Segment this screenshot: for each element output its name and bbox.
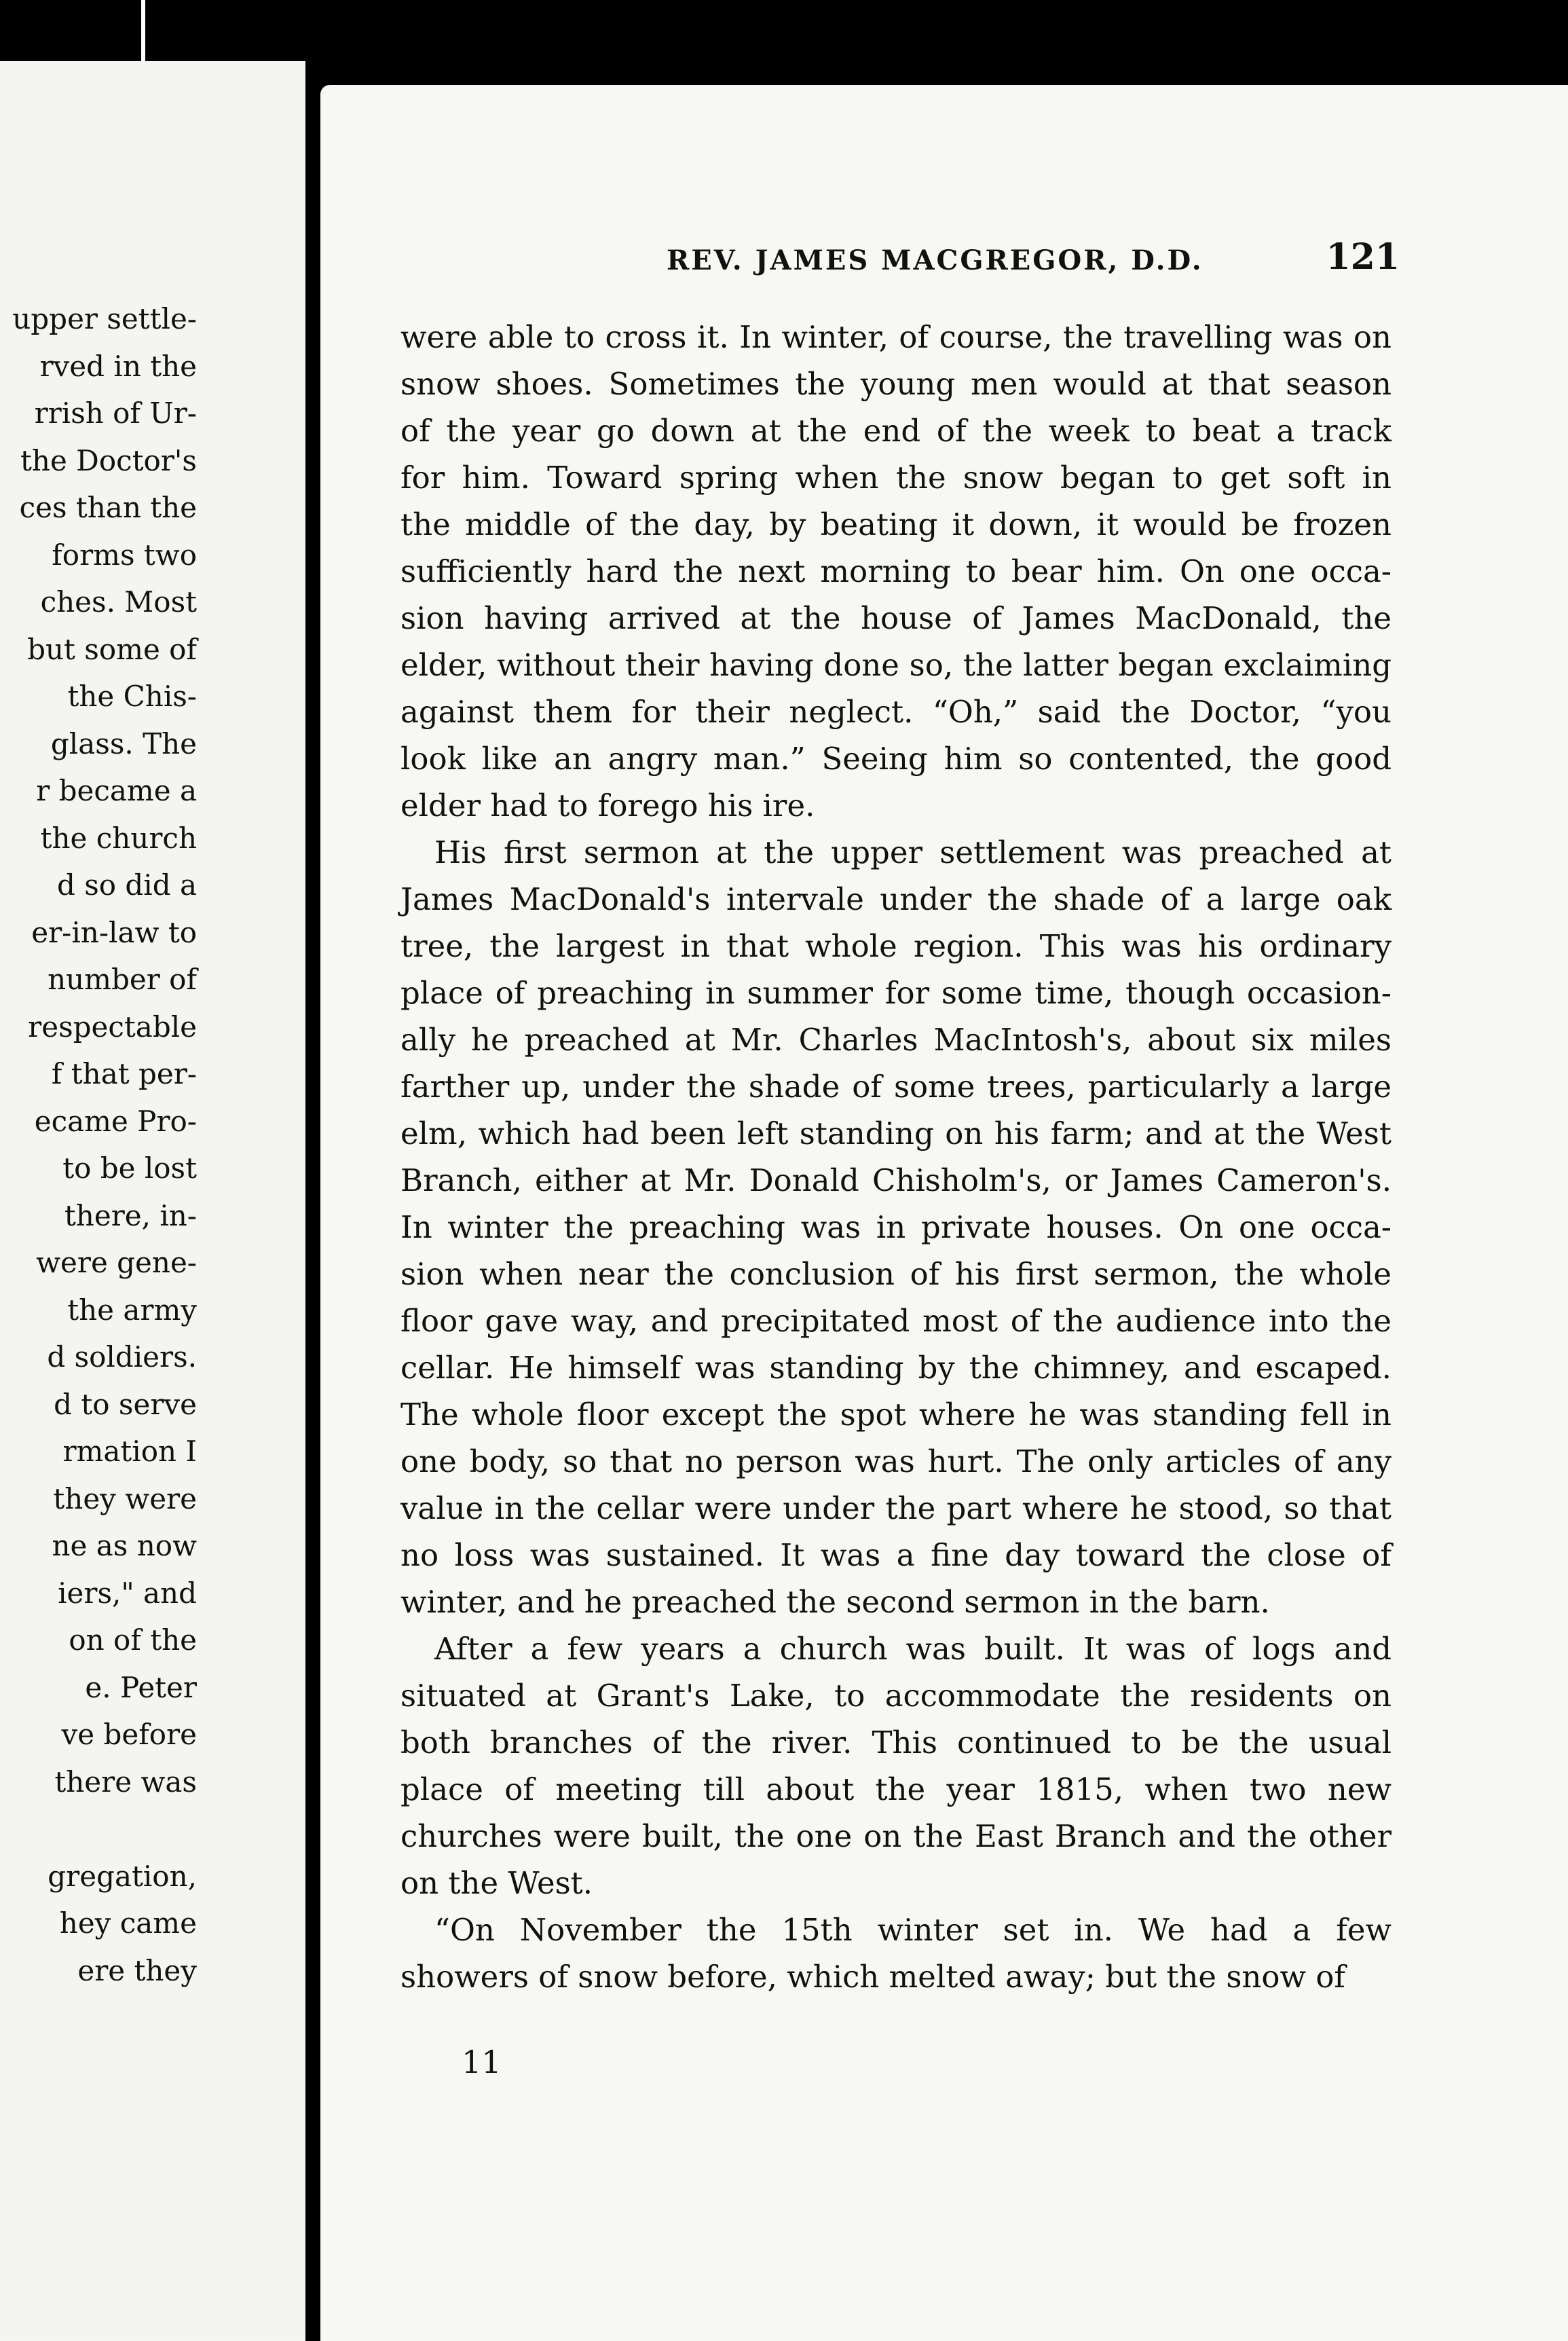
text-line: sion having arrived at the house of James MacDonald, the [400, 600, 1392, 636]
text-line: ally he preached at Mr. Charles MacIntosh's, about six miles [400, 1022, 1392, 1058]
facing-page-line-text: forms two [52, 538, 197, 572]
facing-page-line [0, 1947, 299, 1995]
facing-page-line [0, 1475, 299, 1523]
facing-page-line-text: the Chis- [67, 680, 197, 713]
facing-page-line-text: upper settle- [12, 302, 197, 335]
text-line: place of preaching in summer for some time, though occasion- [400, 975, 1392, 1011]
facing-page-line-text: rrish of Ur- [34, 397, 197, 430]
text-line: both branches of the river. This continued to be the usual [400, 1725, 1392, 1761]
paragraph [400, 829, 1392, 1625]
text-line: place of meeting till about the year 1815, when two new [400, 1771, 1392, 1807]
facing-page-line-text: d so did a [56, 868, 197, 902]
facing-page-line [0, 909, 299, 957]
facing-page-line-text: ches. Most [40, 585, 197, 619]
facing-page-line [0, 1664, 299, 1712]
text-line: Branch, either at Mr. Donald Chisholm's, or James Cameron's. [400, 1162, 1392, 1198]
facing-page-line [0, 720, 299, 768]
page-number: 121 [1326, 236, 1400, 278]
facing-page-line-text: ne as now [52, 1529, 197, 1562]
facing-page-line-text: ere they [77, 1953, 197, 1987]
text-line: tree, the largest in that whole region. This was his ordinary [400, 928, 1392, 964]
film-edge-mark [141, 0, 145, 64]
signature-mark: 11 [462, 2044, 502, 2080]
facing-page-line [0, 343, 299, 390]
facing-page-line-text: there was [54, 1765, 197, 1799]
facing-page-line [0, 1522, 299, 1570]
facing-page-line [0, 862, 299, 909]
facing-page [0, 61, 305, 2341]
facing-page-line-text: e. Peter [85, 1670, 197, 1704]
facing-page-line-text: number of [48, 963, 197, 996]
text-line: sion when near the conclusion of his first sermon, the whole [400, 1256, 1392, 1292]
text-line: situated at Grant's Lake, to accommodate the residents on [400, 1678, 1392, 1714]
facing-page-line [0, 578, 299, 626]
facing-page-text [0, 295, 299, 1994]
text-line: the middle of the day, by beating it down, it would be frozen [400, 506, 1392, 542]
facing-page-line [0, 1805, 299, 1853]
facing-page-line [0, 390, 299, 437]
facing-page-line [0, 1758, 299, 1806]
facing-page-line [0, 1192, 299, 1240]
text-line: showers of snow before, which melted away; but the snow of [400, 1959, 1346, 1995]
text-line: no loss was sustained. It was a fine day toward the close of [400, 1537, 1392, 1573]
facing-page-line-text: r became a [36, 774, 197, 807]
facing-page-line-text: rved in the [39, 349, 197, 383]
text-line: “On November the 15th winter set in. We had a few [434, 1912, 1392, 1948]
running-head-title: REV. JAMES MACGREGOR, D.D. [667, 244, 1203, 276]
facing-page-line [0, 1617, 299, 1664]
facing-page-line [0, 295, 299, 343]
text-line: of the year go down at the end of the week to beat a track [400, 413, 1392, 449]
facing-page-line-text: there, in- [64, 1198, 197, 1232]
text-line: sufficiently hard the next morning to bear him. On one occa- [400, 553, 1392, 589]
text-line: In winter the preaching was in private houses. On one occa- [400, 1209, 1392, 1245]
facing-page-line-text: were gene- [36, 1246, 197, 1279]
facing-page-line-text: but some of [27, 632, 197, 666]
facing-page-line [0, 532, 299, 579]
paragraph [400, 314, 1392, 829]
facing-page-line [0, 1239, 299, 1287]
facing-page-line-text: ve before [61, 1718, 197, 1751]
text-line: value in the cellar were under the part where he stood, so that [400, 1490, 1392, 1526]
text-line: winter, and he preached the second sermon in the barn. [400, 1584, 1270, 1620]
facing-page-line [0, 673, 299, 720]
text-line: elm, which had been left standing on his farm; and at the West [400, 1116, 1392, 1151]
text-line: against them for their neglect. “Oh,” said the Doctor, “you [400, 694, 1392, 730]
text-line: floor gave way, and precipitated most of the audience into the [400, 1303, 1392, 1339]
paragraph [400, 1625, 1392, 1906]
facing-page-line-text: to be lost [62, 1151, 197, 1185]
text-line: churches were built, the one on the East Branch and the other [400, 1818, 1392, 1854]
facing-page-line [0, 1570, 299, 1617]
facing-page-line [0, 484, 299, 532]
facing-page-line-text: on of the [69, 1623, 197, 1657]
facing-page-line-text: the church [40, 821, 197, 855]
text-line: elder had to forego his ire. [400, 788, 815, 824]
facing-page-line-text: er-in-law to [31, 915, 197, 949]
text-line: snow shoes. Sometimes the young men would at that season [400, 366, 1392, 402]
facing-page-line [0, 1853, 299, 1900]
facing-page-line-text: hey came [59, 1906, 197, 1940]
facing-page-line-text: the army [67, 1293, 197, 1327]
facing-page-line-text: ces than the [19, 491, 197, 524]
facing-page-line-text: the Doctor's [20, 443, 197, 477]
facing-page-line [0, 1098, 299, 1145]
text-line: cellar. He himself was standing by the chimney, and escaped. [400, 1350, 1392, 1386]
facing-page-line [0, 437, 299, 485]
facing-page-line [0, 1287, 299, 1334]
facing-page-line [0, 1145, 299, 1192]
text-line: look like an angry man.” Seeing him so contented, the good [400, 741, 1392, 777]
facing-page-line-text: iers," and [58, 1576, 197, 1610]
facing-page-line [0, 1050, 299, 1098]
text-line: for him. Toward spring when the snow began to get soft in [400, 460, 1392, 496]
facing-page-line-text: glass. The [50, 726, 197, 760]
facing-page-line [0, 1428, 299, 1475]
text-line: The whole floor except the spot where he was standing fell in [400, 1397, 1392, 1433]
text-line: were able to cross it. In winter, of course, the travelling was on [400, 319, 1392, 355]
text-line: James MacDonald's intervale under the shade of a large oak [400, 881, 1392, 917]
facing-page-line-text: rmation I [62, 1435, 197, 1468]
facing-page-line-text: gregation, [48, 1859, 197, 1893]
facing-page-line-text: d to serve [54, 1387, 197, 1421]
text-line: farther up, under the shade of some trees, particularly a large [400, 1069, 1392, 1105]
text-line: After a few years a church was built. It was of logs and [434, 1631, 1392, 1667]
text-line: His first sermon at the upper settlement was preached at [434, 834, 1392, 870]
facing-page-line [0, 767, 299, 815]
facing-page-line [0, 956, 299, 1003]
facing-page-line [0, 1381, 299, 1428]
paragraph [400, 1906, 1392, 2000]
body-text [400, 314, 1392, 2000]
facing-page-line [0, 626, 299, 674]
facing-page-line-text: f that per- [51, 1057, 197, 1090]
facing-page-line [0, 1003, 299, 1051]
facing-page-line-text: respectable [28, 1010, 197, 1044]
facing-page-line [0, 1900, 299, 1947]
text-line: elder, without their having done so, the latter began exclaiming [400, 647, 1392, 683]
facing-page-line [0, 1711, 299, 1758]
text-line: one body, so that no person was hurt. The only articles of any [400, 1443, 1392, 1479]
facing-page-line-text: ecame Pro- [34, 1104, 197, 1138]
facing-page-line-text: d soldiers. [47, 1340, 197, 1374]
facing-page-line [0, 1333, 299, 1381]
facing-page-line [0, 815, 299, 862]
facing-page-line-text: they were [53, 1481, 197, 1515]
text-line: on the West. [400, 1865, 593, 1901]
